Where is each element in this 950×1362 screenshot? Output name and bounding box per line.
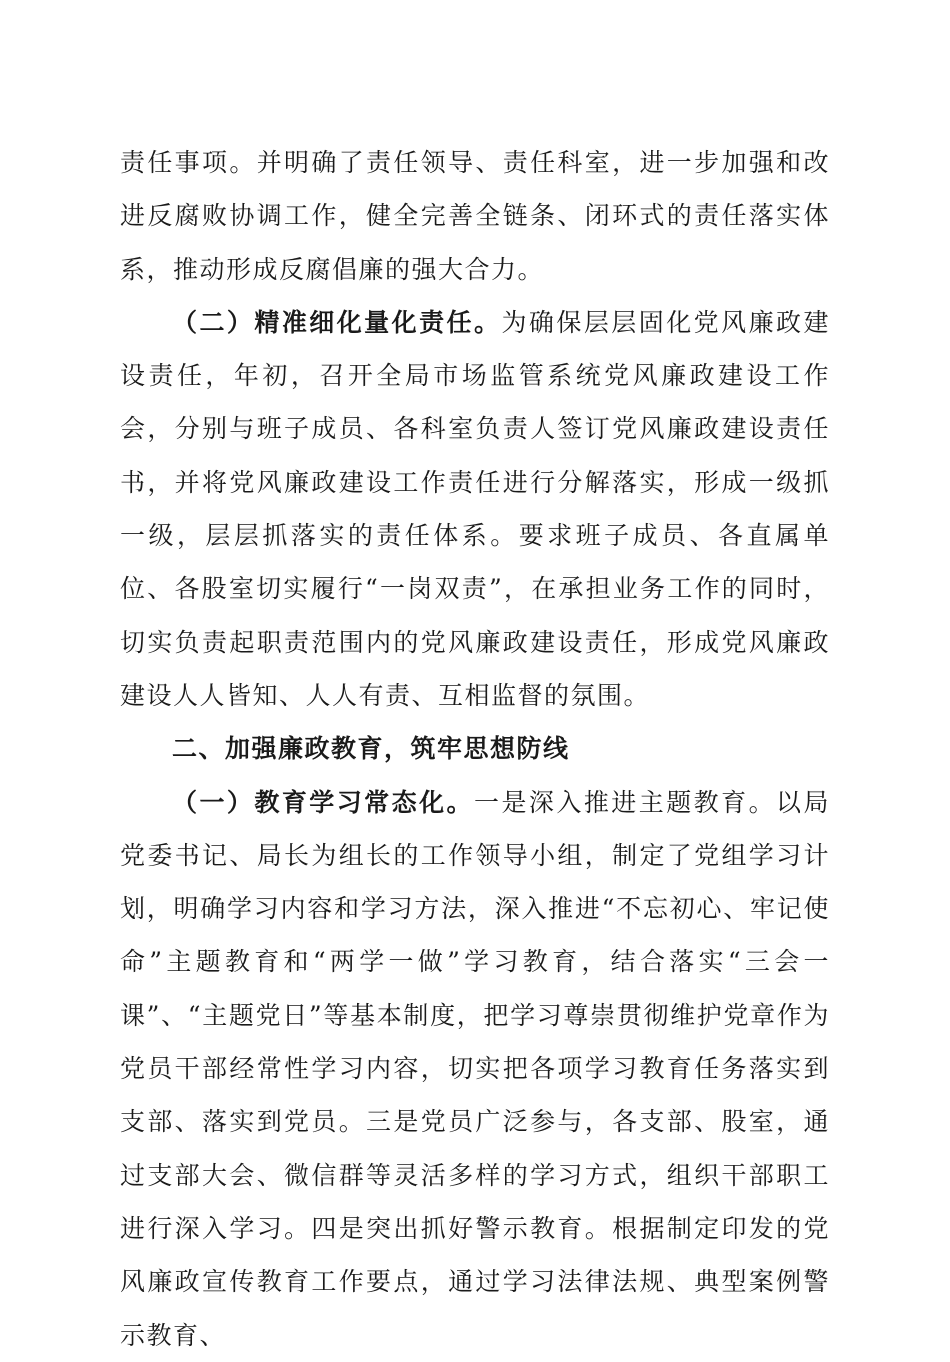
paragraph-lead-title: （二）精准细化量化责任。 xyxy=(172,307,502,337)
paragraph-education-normalization xyxy=(120,776,830,1362)
paragraph-text: 责任事项。并明确了责任领导、责任科室，进一步加强和改进反腐败协调工作，健全完善全链条、闭环式的责任落实体系，推动形成反腐倡廉的强大合力。 xyxy=(120,148,830,284)
section-heading: 二、加强廉政教育，筑牢思想防线 xyxy=(172,734,570,764)
paragraph-lead-title: （一）教育学习常态化。 xyxy=(172,787,475,817)
paragraph-precise-responsibility xyxy=(120,296,830,722)
document-body xyxy=(120,136,830,1362)
paragraph-text: 一是深入推进主题教育。以局党委书记、局长为组长的工作领导小组，制定了党组学习计划，明确学习内容和学习方法，深入推进“不忘初心、牢记使命”主题教育和“两学一做”学习教育，结合落实“三会一课”、“主题党日”等基本制度，把学习尊崇贯彻维护党章作为党员干部经常性学习内容，切实把各项学习教育任务落实到支部、落实到党员。三是党员广泛参与，各支部、股室，通过支部大会、微信群等灵活多样的学习方式，组织干部职工进行深入学习。四是突出抓好警示教育。根据制定印发的党风廉政宣传教育工作要点，通过学习法律法规、典型案例警示教育、 xyxy=(120,787,831,1350)
paragraph-text: 为确保层层固化党风廉政建设责任，年初，召开全局市场监管系统党风廉政建设工作会，分别与班子成员、各科室负责人签订党风廉政建设责任书，并将党风廉政建设工作责任进行分解落实，形成一级抓一级，层层抓落实的责任体系。要求班子成员、各直属单位、各股室切实履行“一岗双责”，在承担业务工作的同时，切实负责起职责范围内的党风廉政建设责任，形成党风廉政建设人人皆知、人人有责、互相监督的氛围。 xyxy=(120,307,830,710)
paragraph-responsibility-items xyxy=(120,136,830,296)
